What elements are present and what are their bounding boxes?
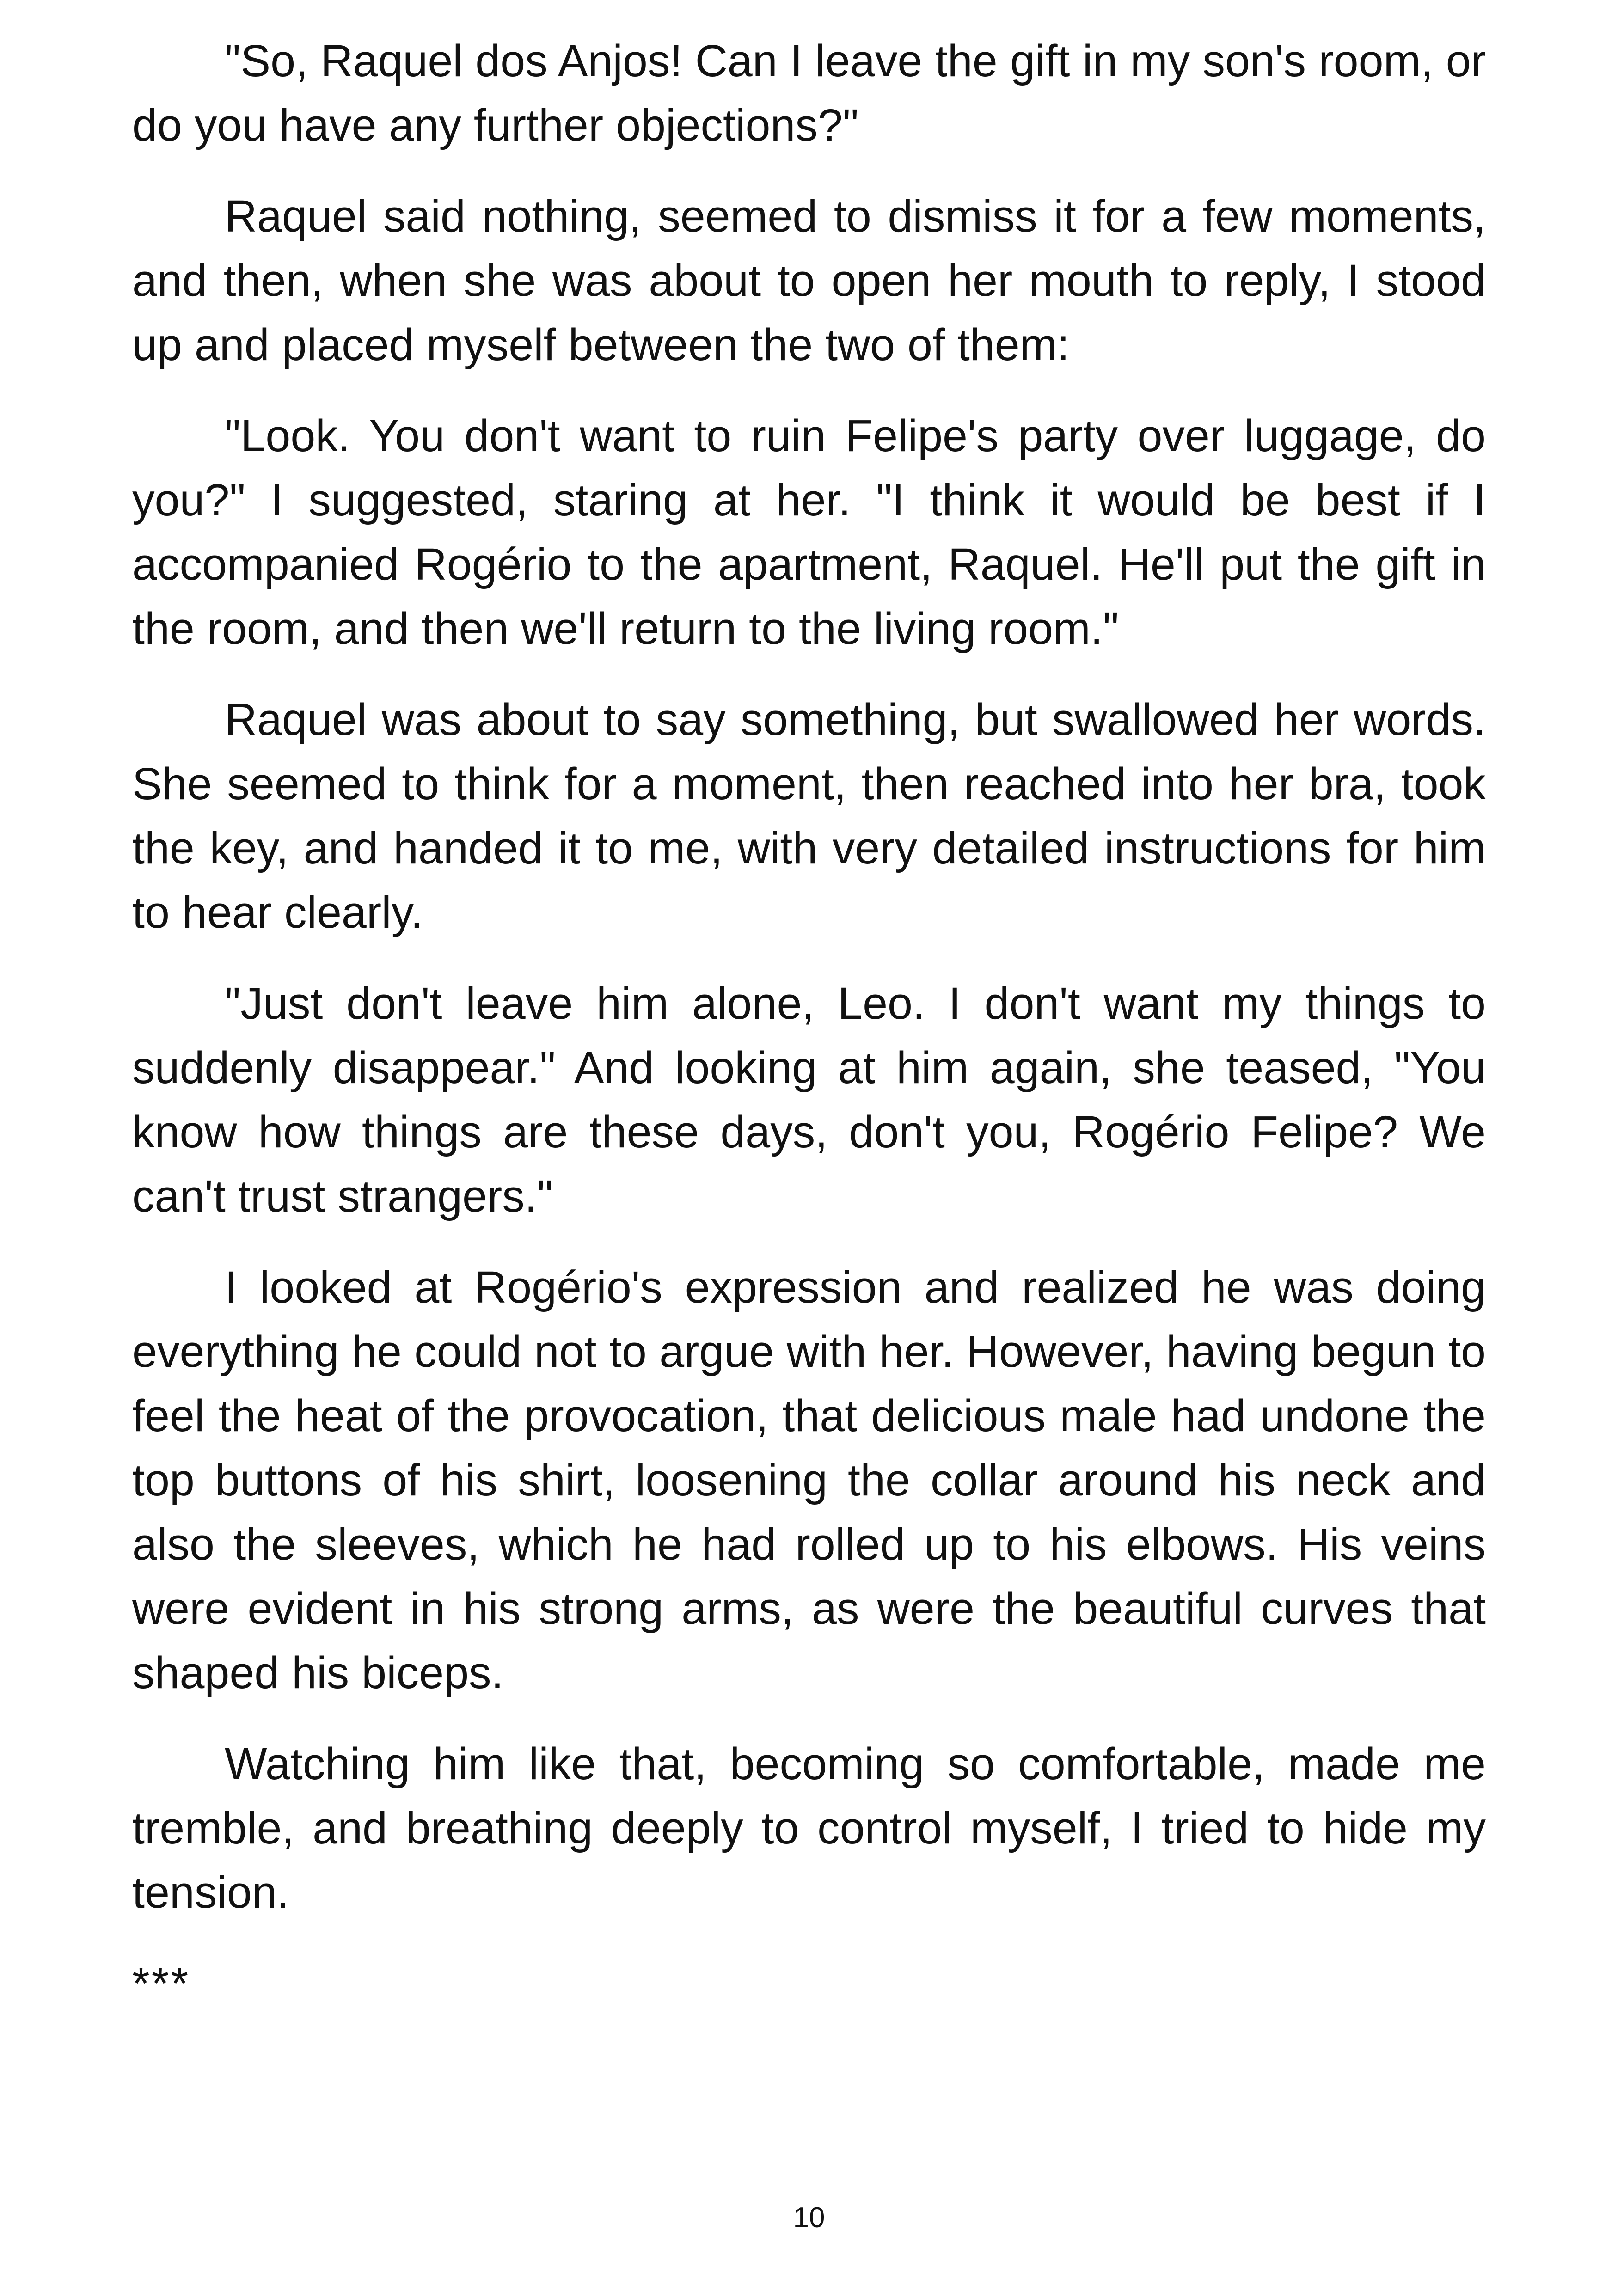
page-text-body	[132, 29, 1486, 2015]
paragraph-7: Watching him like that, becoming so comfortable, made me tremble, and breathing deeply to control myself, I tried to hide my tension.	[132, 1739, 1486, 1917]
page-number: 10	[793, 2202, 825, 2234]
section-break: ***	[132, 1958, 190, 2008]
paragraph-2: Raquel said nothing, seemed to dismiss it for a few moments, and then, when she was about to open her mouth to reply, I stood up and placed myself between the two of them:	[132, 191, 1486, 370]
paragraph-5: "Just don't leave him alone, Leo. I don't want my things to suddenly disappear." And looking at him again, she teased, "You know how things are these days, don't you, Rogério Felipe? We can't trust strangers."	[132, 978, 1486, 1221]
paragraph-4: Raquel was about to say something, but swallowed her words. She seemed to think for a moment, then reached into her bra, took the key, and handed it to me, with very detailed instructions for him to hear clearly.	[132, 694, 1486, 937]
paragraph-3: "Look. You don't want to ruin Felipe's party over luggage, do you?" I suggested, staring at her. "I think it would be best if I accompanied Rogério to the apartment, Raquel. He'll put the gift in the room, and then we'll return to the living room."	[132, 410, 1486, 654]
paragraph-6: I looked at Rogério's expression and realized he was doing everything he could not to argue with her. However, having begun to feel the heat of the provocation, that delicious male had undone the top buttons of his shirt, loosening the collar around his neck and also the sleeves, which he had rolled up to his elbows. His veins were evident in his strong arms, as were the beautiful curves that shaped his biceps.	[132, 1262, 1486, 1698]
paragraph-1: "So, Raquel dos Anjos! Can I leave the gift in my son's room, or do you have any further objections?"	[132, 36, 1486, 150]
